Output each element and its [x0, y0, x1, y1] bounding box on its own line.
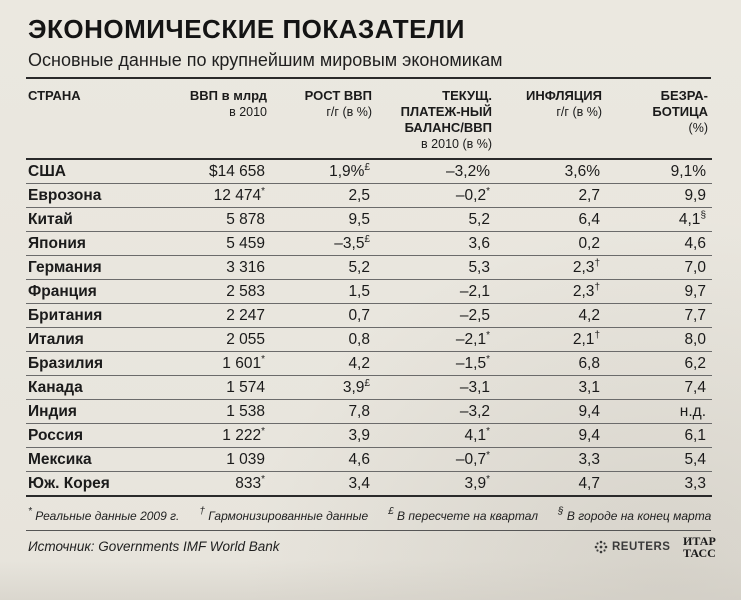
growth-cell — [271, 376, 376, 400]
unemployment-cell-value: 4,1 — [678, 210, 701, 228]
unemployment-cell-value: 7,0 — [684, 258, 706, 276]
unemployment-cell-value: 7,7 — [684, 306, 706, 324]
growth-cell — [271, 328, 376, 352]
growth-cell — [271, 208, 376, 232]
header-unemployment-sub: (%) — [688, 121, 708, 135]
balance-cell — [376, 304, 496, 328]
gdp-cell-value: 1 039 — [226, 450, 265, 468]
gdp-cell — [146, 400, 271, 424]
footnote-mark: † — [594, 281, 600, 293]
country-cell: Италия — [26, 328, 146, 352]
header-unemployment-main: БЕЗРА-БОТИЦА — [652, 88, 708, 119]
balance-cell-value: 3,6 — [468, 234, 490, 252]
footnote-mark: § — [700, 209, 706, 221]
footnote-mark: * — [261, 425, 265, 437]
balance-cell-value: –3,2 — [459, 402, 490, 420]
country-cell: Канада — [26, 376, 146, 400]
balance-cell-value: 5,3 — [468, 258, 490, 276]
inflation-cell-value: 2,7 — [578, 186, 600, 204]
growth-cell — [271, 256, 376, 280]
table-row — [26, 159, 712, 184]
inflation-cell-value: 0,2 — [578, 234, 600, 252]
table-row — [26, 376, 712, 400]
table-row — [26, 184, 712, 208]
growth-cell — [271, 352, 376, 376]
header-growth — [271, 84, 376, 159]
inflation-cell-value: 2,3 — [572, 258, 595, 276]
table-row — [26, 304, 712, 328]
reuters-dots-icon — [594, 540, 608, 554]
footnote-mark: * — [486, 449, 490, 461]
gdp-cell — [146, 280, 271, 304]
balance-cell — [376, 376, 496, 400]
inflation-cell — [496, 208, 606, 232]
growth-cell — [271, 304, 376, 328]
country-cell: Еврозона — [26, 184, 146, 208]
unemployment-cell — [606, 159, 712, 184]
balance-cell-value: –3,1 — [459, 378, 490, 396]
inflation-cell — [496, 400, 606, 424]
country-cell: Мексика — [26, 448, 146, 472]
balance-cell-value: 3,9 — [464, 474, 487, 492]
unemployment-cell-value: н.д. — [679, 402, 706, 420]
gdp-cell — [146, 159, 271, 184]
country-cell: Китай — [26, 208, 146, 232]
inflation-cell — [496, 328, 606, 352]
unemployment-cell-value: 9,7 — [684, 282, 706, 300]
table-row — [26, 448, 712, 472]
footnote-item — [558, 506, 712, 523]
footnote-mark: † — [594, 257, 600, 269]
balance-cell-value: –3,2% — [446, 162, 490, 180]
table-row — [26, 328, 712, 352]
inflation-cell-value: 2,3 — [572, 282, 595, 300]
table-row — [26, 232, 712, 256]
country-cell: Германия — [26, 256, 146, 280]
balance-cell-value: –0,7 — [455, 450, 487, 468]
footnote-text: В городе на конец марта — [566, 509, 712, 523]
balance-cell — [376, 184, 496, 208]
growth-cell — [271, 159, 376, 184]
gdp-cell — [146, 352, 271, 376]
unemployment-cell — [606, 424, 712, 448]
unemployment-cell — [606, 472, 712, 497]
gdp-cell-value: 1 574 — [226, 378, 265, 396]
gdp-cell — [146, 304, 271, 328]
country-cell: Франция — [26, 280, 146, 304]
footnote-text: Гармонизированные данные — [208, 509, 369, 523]
balance-cell — [376, 256, 496, 280]
footnote-item — [28, 506, 180, 523]
inflation-cell-value: 4,2 — [578, 306, 600, 324]
footnote-mark: † — [199, 506, 205, 517]
itar-wordmark: ИТАР — [683, 534, 716, 548]
unemployment-cell-value: 6,1 — [684, 426, 706, 444]
inflation-cell-value: 3,6% — [564, 162, 600, 180]
balance-cell-value: 5,2 — [468, 210, 490, 228]
growth-cell-value: 9,5 — [348, 210, 370, 228]
page-title: ЭКОНОМИЧЕСКИЕ ПОКАЗАТЕЛИ — [28, 14, 465, 44]
balance-cell — [376, 280, 496, 304]
gdp-cell-value: 833 — [235, 474, 262, 492]
unemployment-cell — [606, 352, 712, 376]
inflation-cell-value: 3,1 — [578, 378, 600, 396]
unemployment-cell-value: 6,2 — [684, 354, 706, 372]
growth-cell-value: 1,9% — [329, 162, 365, 180]
header-country: СТРАНА — [28, 88, 81, 103]
economic-indicators-table — [26, 84, 712, 497]
gdp-cell-value: 2 583 — [226, 282, 265, 300]
inflation-cell-value: 4,7 — [578, 474, 600, 492]
country-cell: Индия — [26, 400, 146, 424]
itar-tass-logo — [683, 535, 716, 559]
gdp-cell — [146, 232, 271, 256]
gdp-cell — [146, 472, 271, 497]
growth-cell-value: 4,2 — [348, 354, 370, 372]
inflation-cell-value: 3,3 — [578, 450, 600, 468]
country-cell: США — [26, 159, 146, 184]
unemployment-cell-value: 9,1% — [670, 162, 706, 180]
inflation-cell — [496, 280, 606, 304]
growth-cell-value: 7,8 — [348, 402, 370, 420]
gdp-cell-value: 1 538 — [226, 402, 265, 420]
inflation-cell — [496, 256, 606, 280]
country-cell: Россия — [26, 424, 146, 448]
inflation-cell — [496, 472, 606, 497]
inflation-cell — [496, 376, 606, 400]
unemployment-cell — [606, 304, 712, 328]
inflation-cell — [496, 424, 606, 448]
inflation-cell-value: 2,1 — [572, 330, 595, 348]
inflation-cell — [496, 184, 606, 208]
inflation-cell — [496, 448, 606, 472]
footnote-mark: * — [261, 185, 265, 197]
header-unemployment — [606, 84, 712, 159]
growth-cell — [271, 400, 376, 424]
balance-cell — [376, 352, 496, 376]
header-gdp-main: ВВП в млрд — [189, 88, 267, 103]
growth-cell — [271, 424, 376, 448]
footnote-mark: * — [261, 353, 265, 365]
gdp-cell-value: 2 055 — [226, 330, 265, 348]
balance-cell — [376, 328, 496, 352]
gdp-cell — [146, 448, 271, 472]
gdp-cell-value: 2 247 — [226, 306, 265, 324]
header-inflation-sub: г/г (в %) — [556, 105, 602, 119]
table-row — [26, 472, 712, 497]
growth-cell-value: 5,2 — [348, 258, 370, 276]
footnote-mark: * — [486, 425, 490, 437]
footnote-mark: * — [486, 185, 490, 197]
footnote-mark: * — [486, 353, 490, 365]
header-balance-main: ТЕКУЩ. ПЛАТЕЖ-НЫЙ БАЛАНС/ВВП — [400, 88, 492, 135]
unemployment-cell — [606, 376, 712, 400]
growth-cell — [271, 448, 376, 472]
source-rule — [26, 530, 711, 531]
balance-cell-value: –2,5 — [459, 306, 490, 324]
unemployment-cell — [606, 232, 712, 256]
inflation-cell-value: 9,4 — [578, 426, 600, 444]
footnote-mark: £ — [364, 233, 370, 245]
unemployment-cell-value: 7,4 — [684, 378, 706, 396]
footnote-item — [388, 506, 539, 523]
country-cell: Юж. Корея — [26, 472, 146, 497]
growth-cell — [271, 184, 376, 208]
unemployment-cell — [606, 400, 712, 424]
gdp-cell-value: 1 222 — [222, 426, 262, 444]
footnotes — [28, 506, 718, 523]
inflation-cell-value: 9,4 — [578, 402, 600, 420]
growth-cell-value: –3,5 — [334, 234, 365, 252]
balance-cell — [376, 232, 496, 256]
top-rule — [26, 77, 711, 79]
gdp-cell-value: 5 878 — [226, 210, 265, 228]
balance-cell — [376, 159, 496, 184]
header-growth-main: РОСТ ВВП — [304, 88, 372, 103]
gdp-cell-value: 1 601 — [222, 354, 262, 372]
reuters-wordmark: REUTERS — [612, 541, 671, 553]
growth-cell — [271, 280, 376, 304]
country-cell: Бразилия — [26, 352, 146, 376]
unemployment-cell — [606, 280, 712, 304]
balance-cell — [376, 208, 496, 232]
footnote-mark: £ — [388, 506, 394, 517]
footnote-item — [199, 506, 369, 523]
footnote-text: Реальные данные 2009 г. — [35, 509, 180, 523]
inflation-cell-value: 6,4 — [578, 210, 600, 228]
balance-cell-value: –2,1 — [459, 282, 490, 300]
growth-cell-value: 3,9 — [348, 426, 370, 444]
unemployment-cell-value: 9,9 — [684, 186, 706, 204]
inflation-cell — [496, 304, 606, 328]
growth-cell-value: 3,9 — [342, 378, 365, 396]
header-inflation — [496, 84, 606, 159]
growth-cell — [271, 232, 376, 256]
unemployment-cell-value: 3,3 — [684, 474, 706, 492]
footnote-text: В пересчете на квартал — [397, 509, 539, 523]
footnote-mark: * — [486, 473, 490, 485]
country-cell: Британия — [26, 304, 146, 328]
gdp-cell — [146, 424, 271, 448]
balance-cell-value: –1,5 — [455, 354, 487, 372]
balance-cell — [376, 448, 496, 472]
gdp-cell — [146, 376, 271, 400]
growth-cell-value: 2,5 — [348, 186, 370, 204]
unemployment-cell — [606, 328, 712, 352]
table-body — [26, 159, 712, 496]
header-growth-sub: г/г (в %) — [326, 105, 372, 119]
balance-cell-value: 4,1 — [464, 426, 487, 444]
balance-cell — [376, 424, 496, 448]
growth-cell-value: 4,6 — [348, 450, 370, 468]
page-shadow — [0, 560, 741, 600]
footnote-mark: * — [261, 473, 265, 485]
table-row — [26, 424, 712, 448]
table-row — [26, 352, 712, 376]
balance-cell-value: –2,1 — [455, 330, 487, 348]
header-balance-sub: в 2010 (в %) — [421, 137, 492, 151]
header-gdp — [146, 84, 271, 159]
source-line: Источник: Governments IMF World Bank — [28, 539, 280, 554]
balance-cell-value: –0,2 — [455, 186, 487, 204]
footnote-mark: § — [558, 506, 564, 517]
inflation-cell-value: 6,8 — [578, 354, 600, 372]
gdp-cell — [146, 184, 271, 208]
table-row — [26, 256, 712, 280]
growth-cell-value: 0,8 — [348, 330, 370, 348]
growth-cell-value: 0,7 — [348, 306, 370, 324]
inflation-cell — [496, 232, 606, 256]
unemployment-cell — [606, 208, 712, 232]
unemployment-cell — [606, 184, 712, 208]
gdp-cell-value: $14 658 — [208, 162, 265, 180]
inflation-cell — [496, 159, 606, 184]
header-inflation-main: ИНФЛЯЦИЯ — [526, 88, 602, 103]
unemployment-cell-value: 5,4 — [684, 450, 706, 468]
growth-cell — [271, 472, 376, 497]
page-subtitle: Основные данные по крупнейшим мировым экономикам — [28, 50, 503, 70]
header-balance — [376, 84, 496, 159]
table-header-row — [26, 84, 712, 159]
table-row — [26, 280, 712, 304]
inflation-cell — [496, 352, 606, 376]
growth-cell-value: 1,5 — [348, 282, 370, 300]
growth-cell-value: 3,4 — [348, 474, 370, 492]
gdp-cell — [146, 328, 271, 352]
header-gdp-sub: в 2010 — [229, 105, 267, 119]
table-row — [26, 208, 712, 232]
footnote-mark: * — [486, 329, 490, 341]
gdp-cell-value: 5 459 — [226, 234, 265, 252]
table-row — [26, 400, 712, 424]
balance-cell — [376, 472, 496, 497]
footnote-mark: † — [594, 329, 600, 341]
gdp-cell — [146, 256, 271, 280]
footnote-mark: £ — [364, 377, 370, 389]
country-cell: Япония — [26, 232, 146, 256]
tass-wordmark: ТАСС — [683, 546, 716, 560]
balance-cell — [376, 400, 496, 424]
unemployment-cell-value: 4,6 — [684, 234, 706, 252]
gdp-cell-value: 3 316 — [226, 258, 265, 276]
reuters-logo — [594, 540, 670, 554]
unemployment-cell-value: 8,0 — [684, 330, 706, 348]
unemployment-cell — [606, 256, 712, 280]
unemployment-cell — [606, 448, 712, 472]
gdp-cell-value: 12 474 — [213, 186, 262, 204]
gdp-cell — [146, 208, 271, 232]
footnote-mark: * — [28, 506, 32, 517]
footnote-mark: £ — [364, 161, 370, 173]
